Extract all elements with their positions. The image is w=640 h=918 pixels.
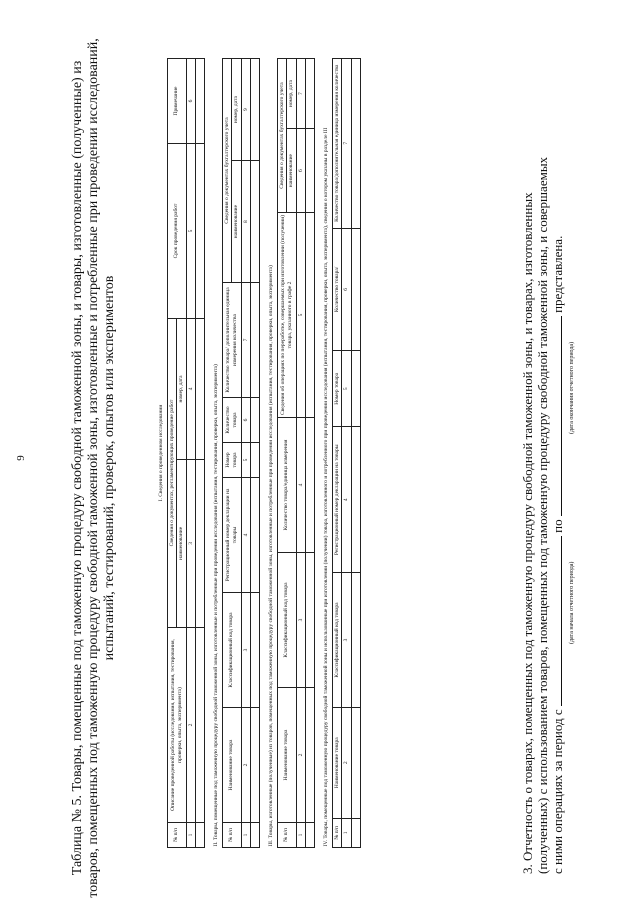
col-num: Номер товара bbox=[332, 351, 342, 427]
section-2-title: II. Товары, помещенные под таможенную процедуру свободной таможенной зоны, изготовленные и потребленные при проведении исследования (испытания, тестирования, проверки, опыта, эксперимента) bbox=[213, 364, 219, 847]
col-qty: Количество товара/ bbox=[332, 228, 342, 351]
num-cell: 5 bbox=[186, 144, 196, 319]
num-cell: 8 bbox=[241, 161, 251, 283]
num-cell: 7 bbox=[241, 283, 251, 398]
col-name: Наименование товара bbox=[222, 708, 241, 823]
col-qtyadd: Количество товара/дополнительная единица измерения количества bbox=[332, 59, 342, 229]
col-qty: Количество товара bbox=[222, 398, 241, 443]
col-desc: Описание проведенной работы (исследования, испытания, тестирования, проверки, опыта, эксперимента) bbox=[167, 628, 186, 823]
empty-cell bbox=[196, 319, 205, 460]
table-title: Таблица № 5. Товары, помещенные под таможенную процедуру свободной таможенной зоны, и товары, изготовленные (полученные) из товаров, помещенных под таможенную процедуру свободной таможенной зоны, изготовленные и потребленные при проведении исследований, испытаний, тестирований, проверок, опытов или экспериментов bbox=[70, 38, 117, 898]
empty-cell bbox=[306, 823, 315, 848]
section-1-table bbox=[156, 58, 205, 848]
empty-cell bbox=[351, 818, 360, 847]
empty-cell bbox=[351, 228, 360, 351]
num-cell: 3 bbox=[342, 573, 352, 707]
col-acc-name: наименование bbox=[232, 161, 242, 283]
col-reg: Регистрационный номер декларации на товары bbox=[332, 427, 342, 573]
num-cell: 4 bbox=[342, 427, 352, 573]
col-name: Наименование товара bbox=[332, 707, 342, 818]
num-cell: 5 bbox=[241, 443, 251, 478]
section-1-title: I. Сведения о проведенном исследовании bbox=[158, 404, 164, 502]
empty-cell bbox=[196, 59, 205, 144]
col-num: Номер товара bbox=[222, 443, 241, 478]
col-name: Наименование товара bbox=[277, 688, 296, 823]
end-date-label: (дата окончания отчетного периода) bbox=[569, 341, 575, 434]
empty-cell bbox=[251, 708, 260, 823]
num-cell: 9 bbox=[241, 59, 251, 161]
empty-cell bbox=[351, 351, 360, 427]
col-code: Классификационный код товара bbox=[277, 553, 296, 688]
section-4-table bbox=[321, 58, 361, 848]
col-reg: Регистрационный номер декларации на товары bbox=[222, 478, 241, 593]
empty-cell bbox=[306, 59, 315, 129]
empty-cell bbox=[351, 707, 360, 818]
num-cell: 1 bbox=[241, 823, 251, 848]
col-docs: Сведения о документах, регламентирующих проведение работ bbox=[167, 319, 177, 628]
empty-cell bbox=[251, 593, 260, 708]
section-3-table bbox=[266, 58, 315, 848]
num-cell: 6 bbox=[342, 228, 352, 351]
num-cell: 5 bbox=[342, 351, 352, 427]
empty-cell bbox=[251, 478, 260, 593]
section-2-table bbox=[211, 58, 260, 848]
num-cell: 5 bbox=[296, 213, 306, 418]
col-acc-num: номер, дата bbox=[232, 59, 242, 161]
empty-cell bbox=[351, 427, 360, 573]
col-docs-numdate: номер, дата bbox=[177, 319, 187, 460]
empty-cell bbox=[251, 398, 260, 443]
num-cell: 1 bbox=[186, 823, 196, 848]
col-acc-num: номер, дата bbox=[287, 59, 297, 129]
end-date-blank bbox=[561, 316, 562, 516]
footer-line-3 bbox=[550, 44, 565, 874]
col-acc: Сведения о документах бухгалтерского учета bbox=[277, 59, 287, 213]
empty-cell bbox=[306, 418, 315, 553]
num-cell: 3 bbox=[186, 459, 196, 627]
start-date-label: (дата начала отчетного периода) bbox=[569, 561, 575, 644]
num-cell: 4 bbox=[296, 418, 306, 553]
page-number: 9 bbox=[14, 455, 27, 461]
empty-cell bbox=[251, 161, 260, 283]
footer-presented: представлена. bbox=[550, 235, 565, 313]
num-cell: 2 bbox=[186, 628, 196, 823]
footer-period-to: по bbox=[550, 519, 565, 533]
empty-cell bbox=[251, 59, 260, 161]
num-cell: 3 bbox=[296, 553, 306, 688]
start-date-blank bbox=[561, 536, 562, 706]
col-acc-name: наименование bbox=[287, 129, 297, 213]
num-cell: 2 bbox=[241, 708, 251, 823]
num-cell: 4 bbox=[186, 319, 196, 460]
col-no: № п/п bbox=[332, 818, 342, 847]
num-cell: 2 bbox=[296, 688, 306, 823]
num-cell: 6 bbox=[241, 398, 251, 443]
table-5 bbox=[156, 58, 476, 848]
col-qtyadd: Количество товара/ дополнительная единица измерения количества bbox=[222, 283, 241, 398]
footer-line-2: (полученных) с использованием товаров, помещенных под таможенную процедуру свободной таможенной зоны, и совершаемых bbox=[535, 156, 550, 874]
num-cell: 6 bbox=[186, 59, 196, 144]
num-cell: 6 bbox=[296, 129, 306, 213]
col-docs-name: наименование bbox=[177, 459, 187, 627]
num-cell: 2 bbox=[342, 707, 352, 818]
empty-cell bbox=[306, 213, 315, 418]
num-cell: 7 bbox=[296, 59, 306, 129]
num-cell: 1 bbox=[342, 818, 352, 847]
empty-cell bbox=[351, 59, 360, 229]
empty-cell bbox=[351, 573, 360, 707]
num-cell: 1 bbox=[296, 823, 306, 848]
col-acc: Сведения о документах бухгалтерского учета bbox=[222, 59, 232, 283]
col-no: № п/п bbox=[167, 823, 186, 848]
col-code: Классификационный код товара bbox=[222, 593, 241, 708]
footer-period-from: с ними операциях за период с bbox=[550, 709, 565, 874]
section-3-title: III. Товары, изготовленные (полученные) из товаров, помещенных под таможенную процедуру свободной таможенной зоны, изготовленные и потребленные при проведении исследования (испытания, тестирования, проверки, опыта, эксперимента) bbox=[268, 265, 274, 847]
empty-cell bbox=[306, 129, 315, 213]
empty-cell bbox=[196, 823, 205, 848]
col-term: Срок проведения работ bbox=[167, 144, 186, 319]
col-ops: Сведения об операциях по переработке, совершаемых при изготовлении (получении) товара, указанного в графе 2 bbox=[277, 213, 296, 418]
empty-cell bbox=[196, 144, 205, 319]
footer-line-1: 3. Отчетность о товарах, помещенных под таможенную процедуру свободной таможенной зоны, и товарах, изготовленных bbox=[520, 192, 535, 874]
col-no: № п/п bbox=[277, 823, 296, 848]
empty-cell bbox=[306, 688, 315, 823]
num-cell: 3 bbox=[241, 593, 251, 708]
empty-cell bbox=[251, 443, 260, 478]
footer-text bbox=[520, 44, 573, 874]
num-cell: 7 bbox=[342, 59, 352, 229]
num-cell: 4 bbox=[241, 478, 251, 593]
empty-cell bbox=[251, 823, 260, 848]
empty-cell bbox=[196, 459, 205, 627]
empty-cell bbox=[306, 553, 315, 688]
col-code: Классификационный код товара bbox=[332, 573, 342, 707]
col-qty: Количество товара/единица измерения bbox=[277, 418, 296, 553]
col-note: Примечание bbox=[167, 59, 186, 144]
empty-cell bbox=[196, 628, 205, 823]
section-4-title: IV. Товары, помещенные под таможенную процедуру свободной таможенной зоны и использованные при изготовлении (получении) товара, изготовленного и потребленного при проведении исследования (испытания, тестирования, проверки, опыта, эксперимента), сведения о котором указаны в разделе III bbox=[323, 127, 329, 847]
col-no: № п/п bbox=[222, 823, 241, 848]
empty-cell bbox=[251, 283, 260, 398]
